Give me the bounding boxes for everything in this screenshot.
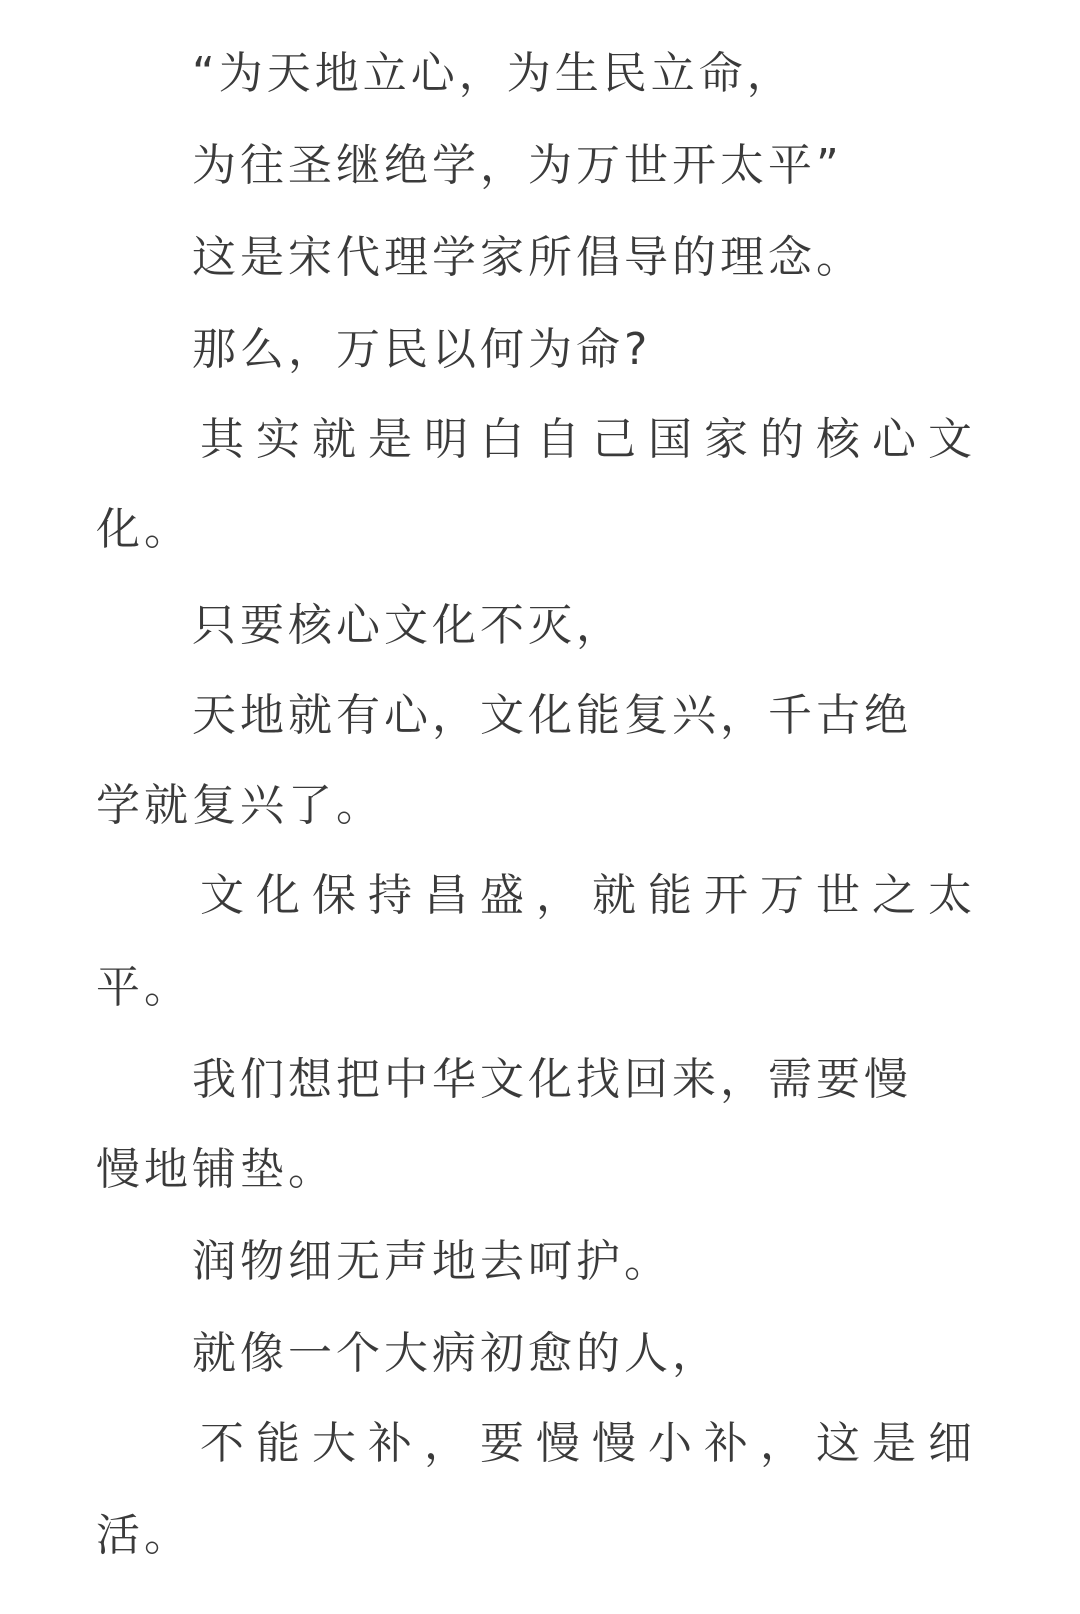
text-line: 文化保持昌盛，就能开万世之太	[200, 870, 984, 921]
text-line: 为往圣继绝学，为万世开太平”	[192, 140, 843, 191]
text-line: 这是宋代理学家所倡导的理念。	[192, 232, 864, 283]
text-line: 那么，万民以何为命?	[192, 324, 652, 375]
text-line: 学就复兴了。	[96, 780, 384, 831]
text-line: 我们想把中华文化找回来，需要慢	[192, 1054, 912, 1105]
text-line: 活。	[96, 1510, 192, 1561]
text-line: 只要核心文化不灭，	[192, 600, 624, 651]
text-line: 润物细无声地去呵护。	[192, 1236, 672, 1287]
text-line: 天地就有心，文化能复兴，千古绝	[192, 690, 912, 741]
text-line: 就像一个大病初愈的人，	[192, 1328, 720, 1379]
text-line: 不能大补，要慢慢小补，这是细	[200, 1418, 984, 1469]
text-line: 化。	[96, 504, 192, 555]
text-line: 其实就是明白自己国家的核心文	[200, 414, 984, 465]
text-line: 平。	[96, 962, 192, 1013]
text-line: 慢地铺垫。	[96, 1144, 336, 1195]
text-line: “为天地立心，为生民立命，	[192, 48, 795, 99]
